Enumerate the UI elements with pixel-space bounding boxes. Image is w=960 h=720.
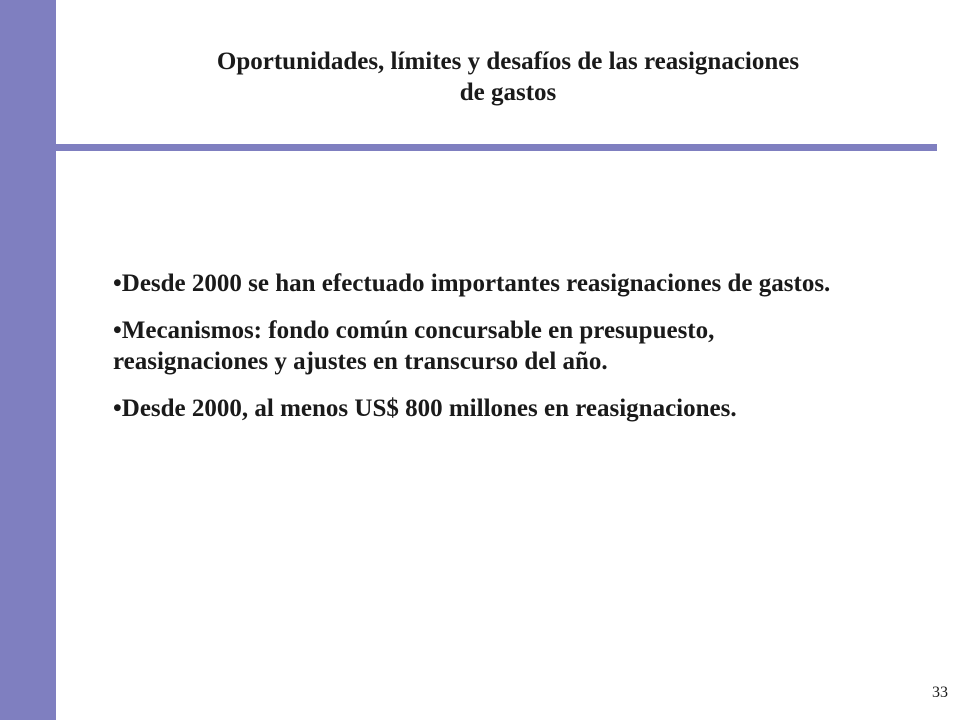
page-number: 33 — [932, 684, 948, 701]
title-divider — [34, 144, 937, 151]
bullet-text: Desde 2000, al menos US$ 800 millones en reasignaciones. — [121, 395, 737, 422]
bullet-item — [113, 393, 873, 424]
bullet-list — [113, 268, 873, 440]
bullet-marker: • — [113, 270, 122, 297]
slide-title — [100, 46, 916, 108]
bullet-text: Mecanismos: fondo común concursable en presupuesto, reasignaciones y ajustes en transcurso del año. — [113, 317, 715, 375]
bullet-item — [113, 315, 873, 377]
slide-title-line-1: Oportunidades, límites y desafíos de las reasignaciones — [216, 48, 800, 75]
bullet-text: Desde 2000 se han efectuado importantes reasignaciones de gastos. — [121, 270, 831, 297]
slide-title-line-2: de gastos — [459, 79, 557, 106]
left-accent-bar — [0, 0, 56, 720]
bullet-marker: • — [113, 395, 122, 422]
bullet-item — [113, 268, 873, 299]
bullet-marker: • — [113, 317, 122, 344]
